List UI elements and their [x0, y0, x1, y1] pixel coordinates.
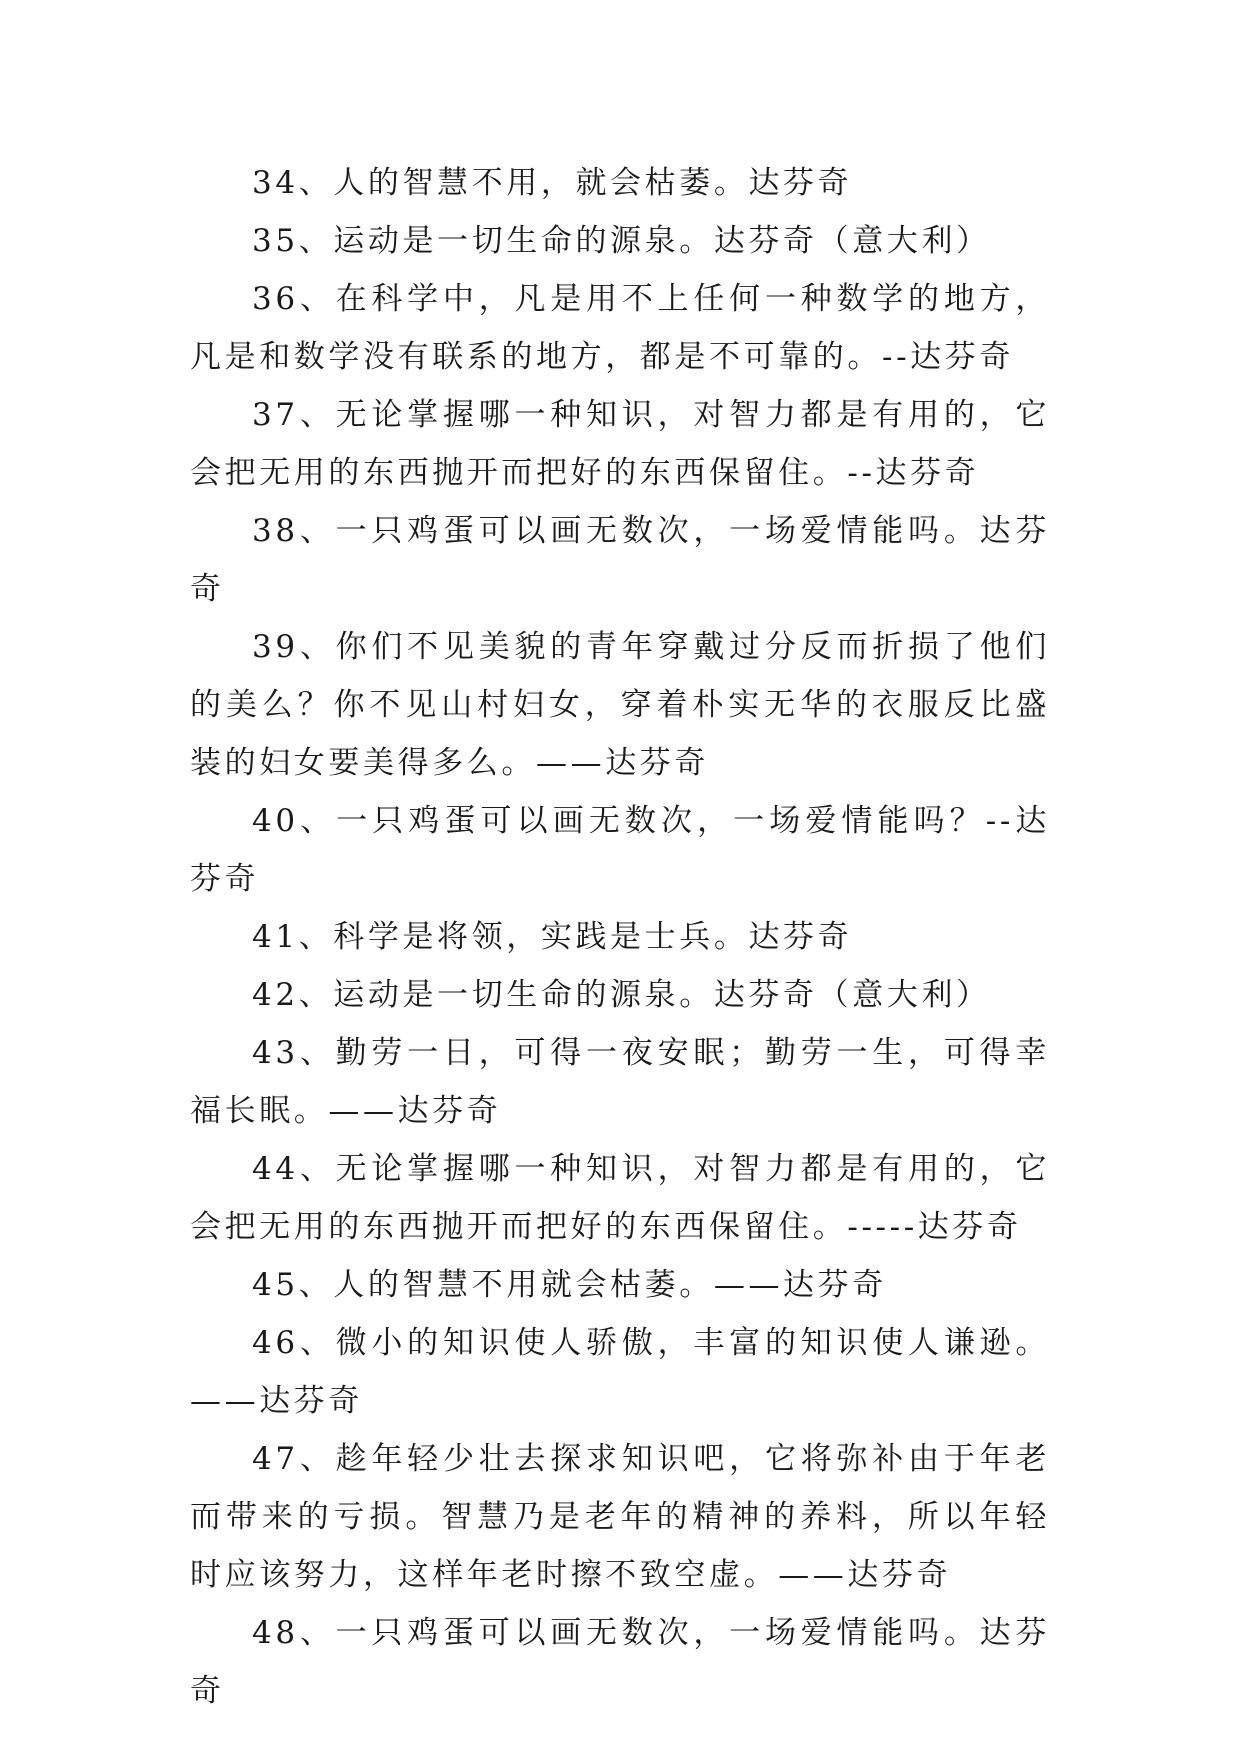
paragraph-38: 38、一只鸡蛋可以画无数次，一场爱情能吗。达芬奇: [190, 513, 1050, 607]
paragraph-37: 37、无论掌握哪一种知识，对智力都是有用的，它会把无用的东西抛开而把好的东西保留住。--达芬奇: [190, 397, 1050, 491]
paragraph-47: 47、趁年轻少壮去探求知识吧，它将弥补由于年老而带来的亏损。智慧乃是老年的精神的养料，所以年轻时应该努力，这样年老时擦不致空虚。——达芬奇: [190, 1441, 1050, 1593]
paragraph-40: 40、一只鸡蛋可以画无数次，一场爱情能吗？--达芬奇: [190, 803, 1050, 897]
paragraph-43: 43、勤劳一日，可得一夜安眠；勤劳一生，可得幸福长眠。——达芬奇: [190, 1035, 1050, 1129]
paragraph-46: 46、微小的知识使人骄傲，丰富的知识使人谦逊。——达芬奇: [190, 1325, 1050, 1419]
paragraph-35: 35、运动是一切生命的源泉。达芬奇（意大利）: [252, 223, 991, 259]
paragraph-41: 41、科学是将领，实践是士兵。达芬奇: [252, 919, 853, 955]
paragraph-44: 44、无论掌握哪一种知识，对智力都是有用的，它会把无用的东西抛开而把好的东西保留住。-----达芬奇: [190, 1151, 1050, 1245]
paragraph-45: 45、人的智慧不用就会枯萎。——达芬奇: [252, 1267, 887, 1303]
paragraph-42: 42、运动是一切生命的源泉。达芬奇（意大利）: [252, 977, 991, 1013]
paragraph-48: 48、一只鸡蛋可以画无数次，一场爱情能吗。达芬奇: [190, 1615, 1050, 1709]
paragraph-36: 36、在科学中，凡是用不上任何一种数学的地方，凡是和数学没有联系的地方，都是不可靠的。--达芬奇: [190, 281, 1050, 375]
paragraph-34: 34、人的智慧不用，就会枯萎。达芬奇: [252, 165, 853, 201]
paragraph-39: 39、你们不见美貌的青年穿戴过分反而折损了他们的美么？你不见山村妇女，穿着朴实无华的衣服反比盛装的妇女要美得多么。——达芬奇: [190, 629, 1050, 781]
document-body: [190, 154, 1050, 1720]
